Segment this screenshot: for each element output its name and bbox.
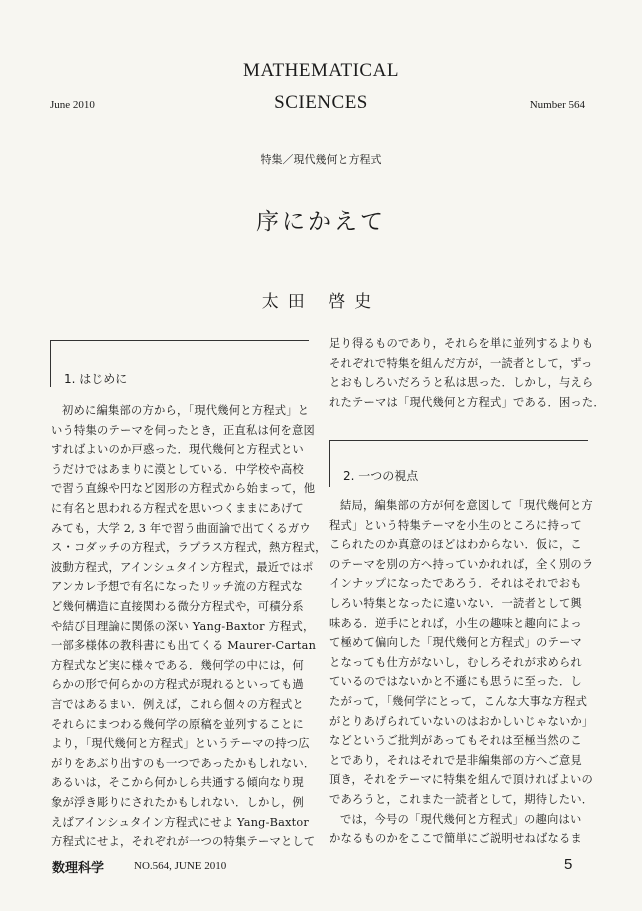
- feature-label: 特集／現代幾何と方程式: [260, 153, 382, 166]
- text-line: とであり，それはそれで是非編集部の方へご意見: [329, 753, 582, 767]
- text-line: 方程式など実に様々である．幾何学の中には，何: [51, 658, 304, 672]
- text-line: アンカレ予想で有名になったリッチ流の方程式な: [51, 580, 304, 594]
- text-line: しろい特集となったに違いない．一読者として興: [329, 597, 582, 610]
- journal-title-line2: SCIENCES: [274, 92, 368, 113]
- text-line: あるいは，そこから何かしら共通する傾向なり現: [51, 776, 304, 790]
- text-line: 足り得るものであり，それらを単に並列するよりも: [329, 337, 594, 350]
- text-line: 初めに編集部の方から，「現代幾何と方程式」と: [62, 404, 310, 417]
- text-line: 結局，編集部の方が何を意図して「現代幾何と方: [340, 499, 593, 512]
- text-line: 方程式にせよ，それぞれが一つの特集テーマとして: [51, 835, 316, 849]
- text-line: インナップになったであろう．それはそれでおも: [329, 577, 582, 591]
- text-line: などというご批判があってもそれは至極当然のこ: [329, 734, 582, 748]
- text-line: では，今号の「現代幾何と方程式」の趣向はい: [340, 812, 582, 826]
- article-title: 序にかえて: [256, 209, 386, 235]
- author-name: 太田 啓史: [261, 292, 381, 312]
- text-line: いう特集のテーマを伺ったとき，正直私は何を意図: [51, 423, 315, 437]
- text-line: 程式」という特集テーマを小生のところに持って: [329, 518, 582, 532]
- text-line: とおもしろいだろうと私は思った．しかし，与えら: [329, 376, 594, 390]
- text-line: がとりあげられていないのはおかしいじゃないか」: [329, 714, 594, 728]
- text-line: 味ある．逆手にとれば，小生の趣味と趣向によっ: [329, 616, 582, 630]
- page-number: 5: [564, 856, 573, 873]
- text-line: や結び目理論に関係の深い Yang-Baxtor 方程式，: [51, 619, 315, 633]
- text-line: すればよいのか戸惑った．現代幾何と方程式とい: [51, 443, 304, 457]
- footer-journal: 数理科学: [52, 861, 105, 876]
- text-line: かなるものかをここで簡単にご説明せねばなるま: [329, 832, 582, 846]
- text-line: ているのではないかと不遜にも思うに至った．し: [329, 675, 582, 689]
- text-line: 波動方程式，アインシュタイン方程式，最近ではポ: [51, 560, 314, 574]
- text-line: ど幾何構造に直接関わる微分方程式や，可積分系: [51, 600, 304, 613]
- footer-issue: NO.564, JUNE 2010: [134, 860, 227, 872]
- text-line: であろうと，これまた一読者として，期待したい．: [329, 793, 594, 806]
- text-line: より，「現代幾何と方程式」というテーマの持つ広: [51, 737, 310, 751]
- text-line: それらにまつわる幾何学の原稿を並列することに: [51, 717, 304, 731]
- text-line: ス・コダッチの方程式，ラプラス方程式，熱方程式，: [51, 541, 327, 555]
- text-line: て極めて偏向した「現代幾何と方程式」のテーマ: [329, 636, 582, 650]
- text-line: こられたのか真意のほどはわからない．仮に，こ: [329, 538, 582, 552]
- text-line: うだけではあまりに漠としている．中学校や高校: [51, 462, 304, 476]
- text-line: 一部多様体の教科書にも出てくる Maurer-Cartan: [51, 639, 317, 653]
- text-line: で習う直線や円など図形の方程式から始まって，他: [51, 482, 316, 496]
- text-line: となっても仕方がないし，むしろそれが求められ: [329, 655, 582, 669]
- text-line: たがって，「幾何学にとって，こんな大事な方程式: [329, 695, 588, 708]
- section-2-heading: 2. 一つの視点: [343, 469, 419, 483]
- text-line: 頂き，それをテーマに特集を組んで頂ければよいの: [329, 773, 593, 787]
- section-1-heading: 1. はじめに: [64, 372, 128, 386]
- text-line: みても，大学 2, 3 年で習う曲面論で出てくるガウ: [51, 521, 311, 535]
- text-line: に有名と思われる方程式を思いつくままにあげて: [51, 502, 304, 515]
- journal-title-line1: MATHEMATICAL: [243, 60, 399, 81]
- issue-number: Number 564: [529, 99, 585, 111]
- text-line: 象が浮き彫りにされたかもしれない．しかし，例: [51, 796, 304, 809]
- text-line: 言ではあるまい．例えば，これら個々の方程式と: [51, 698, 304, 711]
- text-line: らかの形で何らかの方程式が現れるといっても過: [51, 678, 304, 692]
- text-line: れたテーマは「現代幾何と方程式」である．困った．: [329, 395, 605, 409]
- text-line: えばアインシュタイン方程式にせよ Yang-Baxtor: [51, 815, 309, 829]
- text-line: がりをあぶり出すのも一つであったかもしれない．: [51, 756, 316, 770]
- text-line: のテーマを別の方へ持っていかれれば，全く別のラ: [329, 557, 594, 571]
- issue-date: June 2010: [50, 99, 95, 111]
- text-line: それぞれで特集を組んだ方が，一読者として，ずっ: [329, 356, 593, 370]
